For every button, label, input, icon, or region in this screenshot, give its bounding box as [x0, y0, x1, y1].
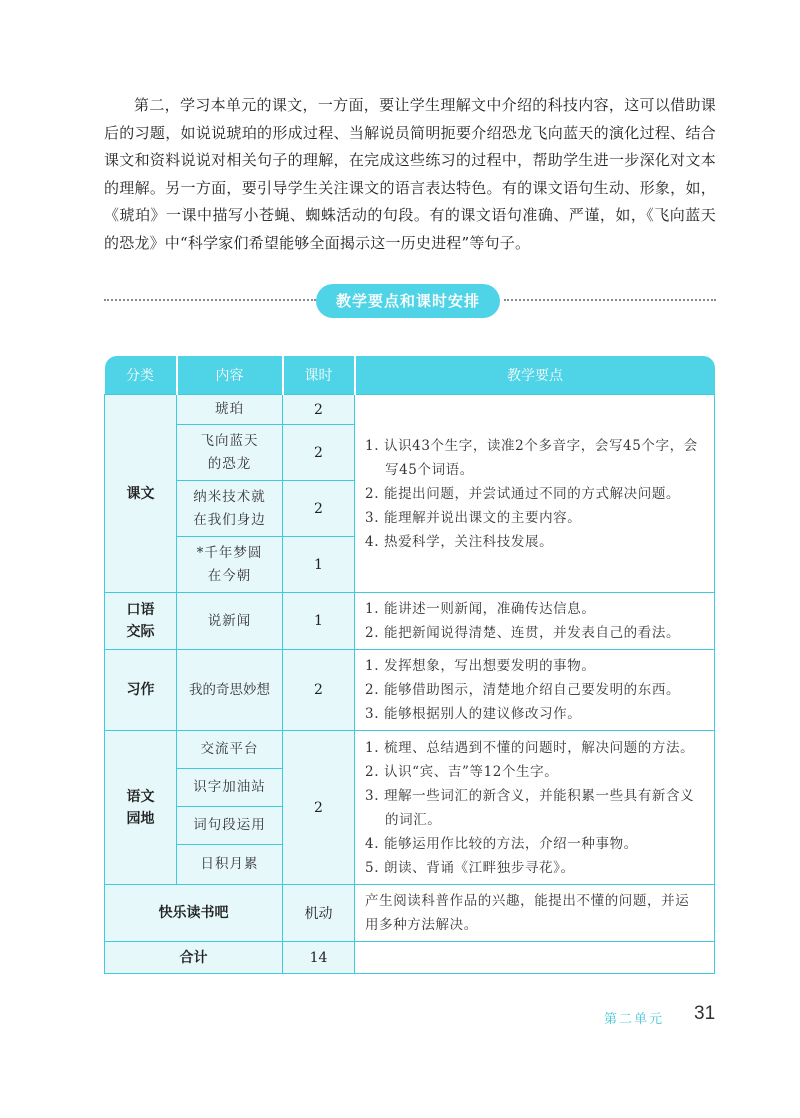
point-item: 2. 能够借助图示，清楚地介绍自己要发明的东西。 — [365, 682, 681, 698]
hours-cell: 2 — [283, 481, 355, 537]
hours-cell: 2 — [283, 395, 355, 425]
content-cell: *千年梦圆在今朝 — [177, 537, 283, 593]
points-yuandi — [355, 731, 715, 885]
intro-text: 第二，学习本单元的课文，一方面，要让学生理解文中介绍的科技内容，这可以借助课后的习题，如说说琥珀的形成过程、当解说员简明扼要介绍恐龙飞向蓝天的演化过程、结合课文和资料说说对相关句子的理解，在完成这些练习的过程中，帮助学生进一步深化对文本的理解。另一方面，要引导学生关注课文的语言表达特色。有的课文语句生动、形象，如，《琥珀》一课中描写小苍蝇、蜘蛛活动的句段。有的课文语句准确、严谨，如，《飞向蓝天的恐龙》中“科学家们希望能够全面揭示这一历史进程”等句子。 — [104, 96, 716, 252]
point-item: 4. 能够运用作比较的方法，介绍一种事物。 — [365, 835, 638, 852]
point-item: 5. 朗读、背诵《江畔独步寻花》。 — [365, 859, 575, 876]
point-item: 3. 理解一些词汇的新含义，并能积累一些具有新含义的词汇。 — [365, 787, 695, 828]
point-item: 2. 认识“宾、吉”等12个生字。 — [365, 763, 559, 780]
content-cell: 识字加油站 — [177, 769, 283, 807]
divider-right — [504, 299, 716, 301]
points-kewen — [355, 395, 715, 593]
point-item: 4. 热爱科学，关注科技发展。 — [365, 533, 554, 550]
point-item: 产生阅读科普作品的兴趣，能提出不懂的问题，并运用多种方法解决。 — [365, 893, 690, 933]
category-shuba: 快乐读书吧 — [105, 885, 283, 942]
category-line: 口语 — [126, 602, 155, 618]
total-hours: 14 — [283, 942, 355, 974]
category-kouyu — [105, 593, 177, 650]
table-row — [105, 593, 715, 650]
content-cell: 纳米技术就在我们身边 — [177, 481, 283, 537]
category-line: 语文 — [126, 788, 155, 805]
table-row — [105, 731, 715, 769]
hours-cell: 2 — [283, 425, 355, 481]
content-cell: 说新闻 — [177, 593, 283, 650]
table-row — [105, 885, 715, 942]
section-header — [104, 284, 716, 320]
content-cell: 词句段运用 — [177, 807, 283, 845]
divider-left — [104, 299, 316, 301]
point-item: 1. 发挥想象，写出想要发明的事物。 — [365, 658, 596, 674]
header-points: 教学要点 — [355, 356, 715, 395]
content-cell: 交流平台 — [177, 731, 283, 769]
header-content: 内容 — [177, 356, 283, 395]
category-xizuo: 习作 — [105, 650, 177, 731]
point-item: 3. 能够根据别人的建议修改习作。 — [365, 706, 582, 722]
schedule-table — [104, 356, 715, 974]
category-yuandi — [105, 731, 177, 885]
table-row — [105, 650, 715, 731]
hours-cell: 2 — [283, 731, 355, 885]
page-number: 31 — [694, 1003, 716, 1024]
points-kouyu — [355, 593, 715, 650]
point-item: 1. 梳理、总结遇到不懂的问题时，解决问题的方法。 — [365, 739, 695, 756]
category-line: 园地 — [126, 810, 155, 827]
table-header-row — [105, 356, 715, 395]
hours-cell: 2 — [283, 650, 355, 731]
total-label: 合计 — [105, 942, 283, 974]
content-cell: 我的奇思妙想 — [177, 650, 283, 731]
points-xizuo — [355, 650, 715, 731]
intro-paragraph — [104, 92, 716, 258]
point-item: 1. 认识43个生字，读准2个多音字，会写45个字，会写45个词语。 — [365, 437, 698, 478]
table-row — [105, 942, 715, 974]
header-category: 分类 — [105, 356, 177, 395]
table-row — [105, 395, 715, 425]
hours-cell: 1 — [283, 593, 355, 650]
point-item: 2. 能把新闻说得清楚、连贯，并发表自己的看法。 — [365, 625, 681, 641]
hours-cell: 1 — [283, 537, 355, 593]
category-kewen: 课文 — [105, 395, 177, 593]
point-item: 2. 能提出问题，并尝试通过不同的方式解决问题。 — [365, 485, 681, 502]
content-cell: 日积月累 — [177, 845, 283, 885]
total-empty-cell — [355, 942, 715, 974]
section-title: 教学要点和课时安排 — [316, 284, 500, 318]
category-line: 交际 — [126, 624, 155, 640]
content-cell: 琥珀 — [177, 395, 283, 425]
hours-cell: 机动 — [283, 885, 355, 942]
points-shuba — [355, 885, 715, 942]
point-item: 3. 能理解并说出课文的主要内容。 — [365, 509, 582, 526]
point-item: 1. 能讲述一则新闻，准确传达信息。 — [365, 601, 596, 617]
unit-label: 第二单元 — [604, 1012, 665, 1027]
content-cell: 飞向蓝天的恐龙 — [177, 425, 283, 481]
header-hours: 课时 — [283, 356, 355, 395]
